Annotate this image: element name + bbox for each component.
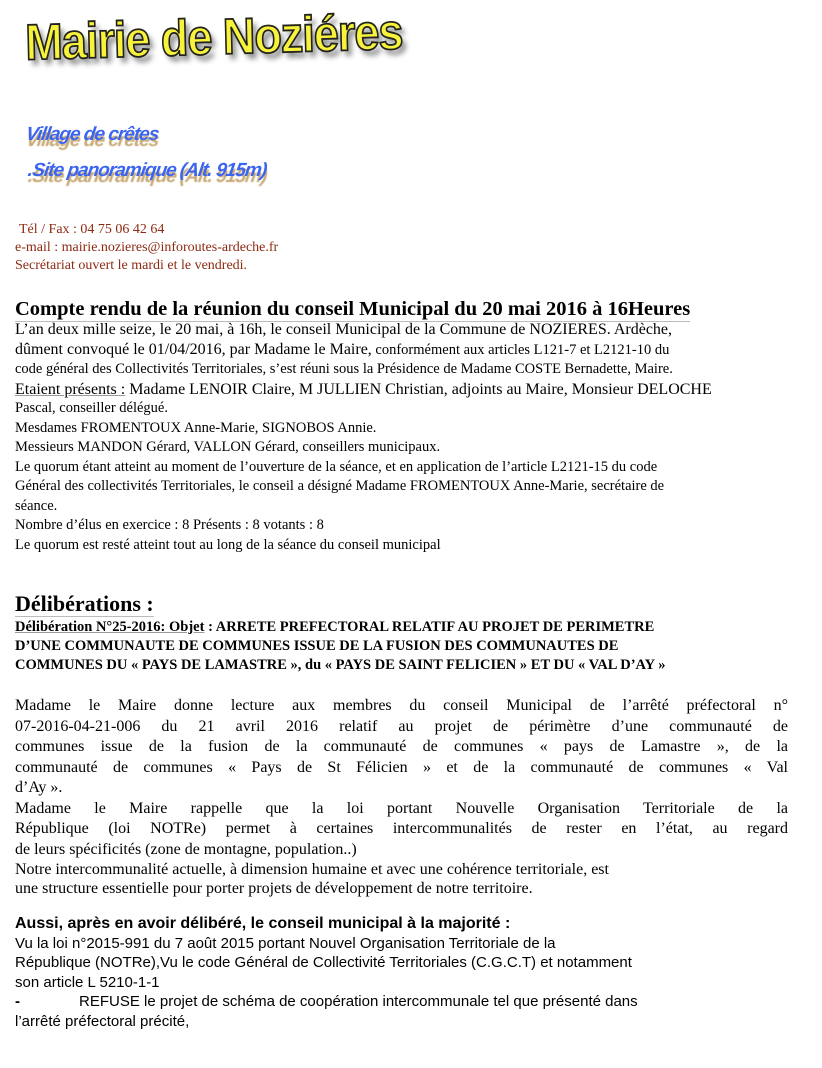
quorum-line: Le quorum étant atteint au moment de l’ouverture de la séance, et en application de l’article L2121-15 du code	[15, 458, 658, 475]
report-line: L’an deux mille seize, le 20 mai, à 16h, le conseil Municipal de la Commune de NOZIERES. Ardèche,	[15, 321, 673, 338]
deliberation-label: Délibération N°25-2016: Objet	[15, 619, 205, 635]
logo-text: Mairie de Noziéres	[24, 2, 404, 71]
email-address: e-mail : mairie.nozieres@inforoutes-ardeche.fr	[15, 240, 279, 255]
contact-block	[15, 221, 278, 275]
deliberation-title	[15, 618, 815, 675]
report-body	[15, 320, 815, 555]
para-line: une structure essentielle pour porter projets de développement de notre territoire.	[15, 880, 533, 897]
para-line: 07-2016-04-21-006 du 21 avril 2016 relatif au projet de périmètre d’une communauté de	[15, 717, 788, 735]
quorum-line: Général des collectivités Territoriales, le conseil a désigné Madame FROMENTOUX Anne-Marie, secrétaire de	[15, 478, 665, 494]
para-line: Madame le Maire rappelle que la loi portant Nouvelle Organisation Territoriale de la	[15, 799, 788, 817]
decision-block	[15, 914, 815, 1031]
refuse-cont: l’arrêté préfectoral précité,	[15, 1012, 190, 1030]
deliberation-title-line	[15, 618, 815, 637]
mairie-logo-title	[25, 3, 403, 72]
deliberation-title-text: : ARRETE PREFECTORAL RELATIF AU PROJET DE PERIMETRE	[204, 619, 655, 635]
quorum-end-line: Le quorum est resté atteint tout au long de la séance du conseil municipal	[15, 536, 441, 553]
para-line: communes issue de la fusion de la communauté de communes « pays de Lamastre », de la	[15, 738, 788, 755]
decision-heading: Aussi, après en avoir délibéré, le conseil municipal à la majorité :	[15, 915, 511, 932]
para-line: de leurs spécificités (zone de montagne, population..)	[15, 840, 357, 858]
mesdames-line: Mesdames FROMENTOUX Anne-Marie, SIGNOBOS Annie.	[15, 419, 377, 436]
decision-line: République (NOTRe),Vu le code Général de Collectivité Territoriales (C.G.C.T) et notamment	[15, 954, 632, 971]
para-line: Madame le Maire donne lecture aux membres du conseil Municipal de l’arrêté préfectoral n°	[15, 697, 788, 714]
present-label: Etaient présents :	[15, 380, 126, 398]
messieurs-line: Messieurs MANDON Gérard, VALLON Gérard, conseillers municipaux.	[15, 439, 441, 455]
report-line	[15, 340, 815, 361]
quorum-line: séance.	[15, 497, 58, 514]
report-line: code général des Collectivités Territoriales, s’est réuni sous la Présidence de Madame COSTE Bernadette, Maire.	[15, 361, 673, 377]
para-line: Notre intercommunalité actuelle, à dimension humaine et avec une cohérence territoriale, est	[15, 861, 609, 878]
present-names: Madame LENOIR Claire, M JULLIEN Christian, adjoints au Maire, Monsieur DELOCHE	[125, 380, 712, 398]
deliberation-text	[15, 696, 788, 898]
para-line: République (loi NOTRe) permet à certaines intercommunalités de rester en l’état, au regard	[15, 820, 788, 837]
para-line: communauté de communes « Pays de St Félicien » et de la communauté de communes « Val	[15, 758, 788, 776]
counts-line: Nombre d’élus en exercice : 8 Présents : 8 votants : 8	[15, 517, 324, 533]
phone-fax: Tél / Fax : 04 75 06 42 64	[19, 222, 165, 237]
tagline-site: .Site panoramique (Alt. 915m)	[26, 160, 268, 181]
decision-line: son article L 5210-1-1	[15, 973, 160, 991]
decision-line: Vu la loi n°2015-991 du 7 août 2015 portant Nouvel Organisation Territoriale de la	[15, 934, 556, 952]
deliberation-title-line: COMMUNES DU « PAYS DE LAMASTRE », du « PAYS DE SAINT FELICIEN » ET DU « VAL D’AY »	[15, 657, 666, 673]
para-line: d’Ay ».	[15, 779, 63, 796]
deliberation-title-line: D’UNE COMMUNAUTE DE COMMUNES ISSUE DE LA FUSION DES COMMUNAUTES DE	[15, 638, 619, 654]
tagline-village: Village de crêtes	[24, 124, 160, 145]
refuse-line	[15, 992, 815, 1012]
bullet-dash: -	[15, 993, 20, 1010]
office-hours: Secrétariat ouvert le mardi et le vendredi.	[15, 258, 248, 273]
report-line-part: dûment convoqué le 01/04/2016, par Madame le Maire,	[15, 340, 372, 358]
deliberations-heading: Délibérations :	[15, 591, 154, 616]
report-line-part: conformément aux articles L121-7 et L2121-10 du	[371, 341, 670, 358]
present-line	[15, 380, 815, 400]
present-cont: Pascal, conseiller délégué.	[15, 400, 168, 416]
refuse-text: REFUSE le projet de schéma de coopération intercommunale tel que présenté dans	[79, 993, 638, 1010]
report-title: Compte rendu de la réunion du conseil Municipal du 20 mai 2016 à 16Heures	[15, 298, 691, 320]
